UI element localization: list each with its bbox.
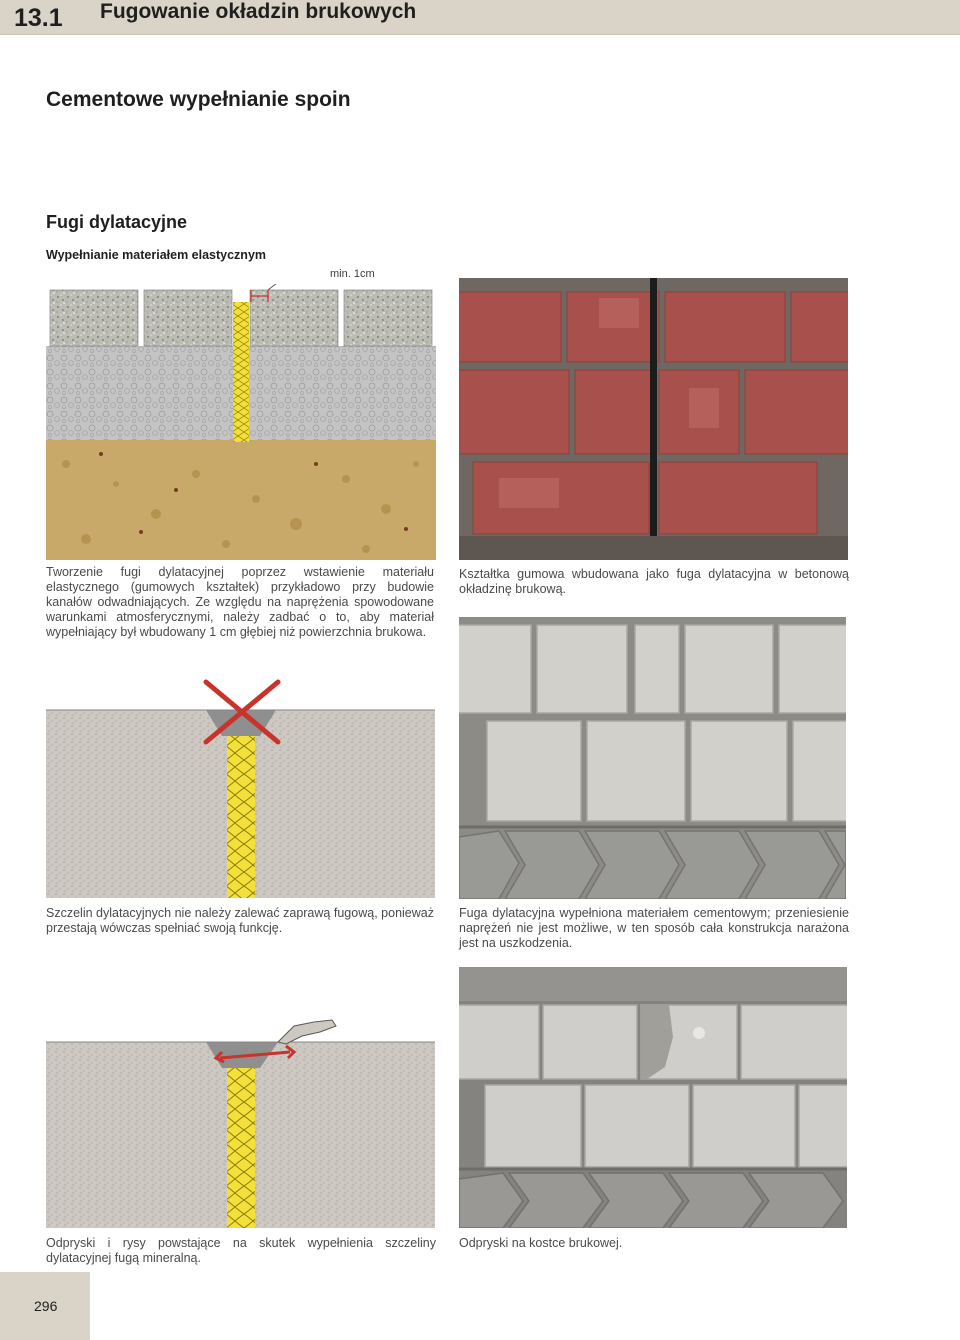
section-title: Cementowe wypełnianie spoin (46, 88, 351, 111)
photo-spalled-paver (459, 967, 847, 1228)
photo-rubber-joint-bricks (459, 278, 848, 560)
caption-rubber-profile: Kształtka gumowa wbudowana jako fuga dylatacyjna w betonową okładzinę brukową. (459, 567, 849, 596)
cross-section-diagram (46, 284, 436, 560)
caption-cement-filled: Fuga dylatacyjna wypełniona materiałem cementowym; przeniesienie naprężeń nie jest możliwe, w ten sposób cała konstrukcja narażona jest na uszkodzenia. (459, 906, 849, 950)
caption-no-mortar: Szczelin dylatacyjnych nie należy zalewać zaprawą fugową, ponieważ przestają wówczas spełniać swoją funkcję. (46, 906, 434, 935)
subsubsection-title: Wypełnianie materiałem elastycznym (46, 248, 267, 262)
chapter-header-bar (0, 0, 960, 35)
min-depth-label: min. 1cm (330, 268, 375, 280)
elastic-profile-icon (233, 302, 249, 442)
chapter-title: Fugowanie okładzin brukowych (100, 0, 417, 23)
elastic-profile-icon (227, 736, 255, 898)
rubber-profile-icon (650, 278, 657, 560)
page-number: 296 (34, 1298, 58, 1314)
caption-spalling-diagram: Odpryski i rysy powstające na skutek wypełnienia szczeliny dylatacyjnej fugą mineralną. (46, 1236, 436, 1265)
diagram-spalling-cracks (46, 1018, 435, 1228)
chapter-number: 13.1 (14, 4, 63, 32)
caption-spalling-photo: Odpryski na kostce brukowej. (459, 1236, 623, 1250)
diagram-wrong-mortar-fill (46, 676, 435, 898)
subsection-title: Fugi dylatacyjne (46, 212, 188, 232)
page-number-tab (0, 1272, 90, 1340)
photo-cement-filled-joint (459, 617, 846, 899)
elastic-profile-icon (227, 1068, 255, 1228)
spall-fragment-icon (278, 1020, 336, 1044)
caption-elastic-joint: Tworzenie fugi dylatacyjnej poprzez wstawienie materiału elastycznego (gumowych kształtek) przykładowo przy budowie kanałów odwadniających. Ze względu na naprężenia spowodowane warunkami atmosferycznymi, należy zadbać o to, aby materiał wypełniający był wbudowany 1 cm głębiej niż powierzchnia brukowa. (46, 565, 434, 639)
